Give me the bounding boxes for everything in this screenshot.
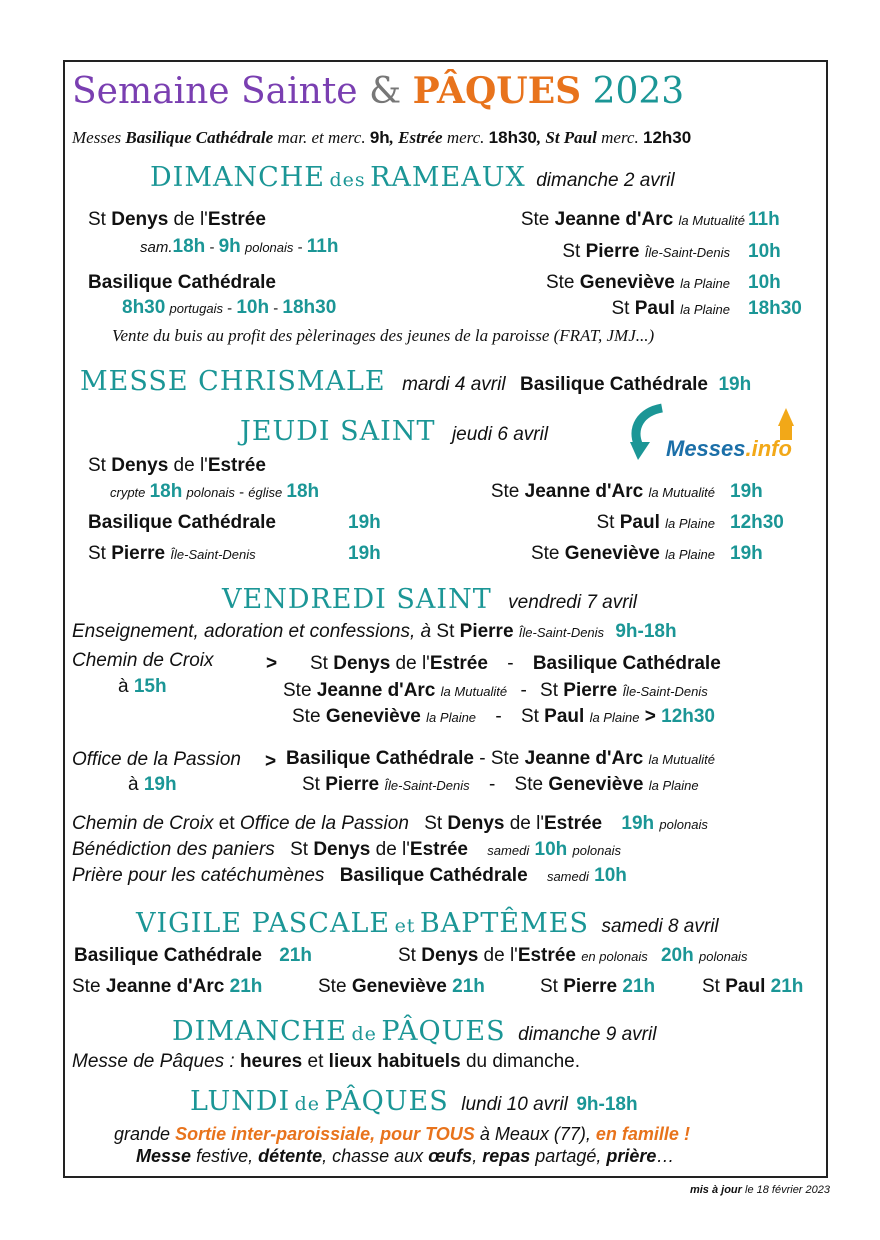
lundi-line2: Messe festive, détente, chasse aux œufs, repas partagé, prière… [136,1146,675,1166]
title-paques: PÂQUES [412,70,582,112]
title-ampersand: & [369,71,402,112]
rameaux-pierre-time: 10h [748,241,781,262]
jeudi-jeanne: Ste Jeanne d'Arc la Mutualité [490,481,715,502]
vigile-denys: St Denys de l'Estrée en polonais 20h polonais [398,945,748,966]
rameaux-paul-time: 18h30 [748,298,802,319]
rameaux-pierre: St Pierre Île-Saint-Denis [562,241,730,262]
rameaux-denys-times: sam.18h - 9h polonais - 11h [140,236,339,257]
office-arrow: > [265,751,277,772]
heading-vigile: VIGILE PASCALE et BAPTÊMES samedi 8 avril [136,908,719,939]
vendredi-line-chemin-office: Chemin de Croix et Office de la Passion St Denys de l'Estrée 19h polonais [72,813,708,834]
heading-paques: DIMANCHE de PÂQUES dimanche 9 avril [172,1016,657,1047]
heading-chrismale: MESSE CHRISMALE mardi 4 avril Basilique Cathédrale 19h [80,366,752,397]
chemin-arrow: > [266,653,278,674]
vigile-paul: St Paul 21h [702,976,804,997]
chemin-row3: Ste Geneviève la Plaine - St Paul la Plaine > 12h30 [292,706,715,727]
office-passion-label: Office de la Passion [72,749,241,770]
rameaux-basilique: Basilique Cathédrale [88,272,276,293]
rameaux-note: Vente du buis au profit des pèlerinages des jeunes de la paroisse (FRAT, JMJ...) [112,326,655,345]
vendredi-line-priere: Prière pour les catéchumènes Basilique Cathédrale samedi 10h [72,865,627,886]
jeudi-pierre-time: 19h [348,543,381,564]
office-row1: Basilique Cathédrale - Ste Jeanne d'Arc la Mutualité [286,748,715,769]
footer-update: mis à jour le 18 février 2023 [689,1184,830,1196]
rameaux-paul: St Paul la Plaine [611,298,730,319]
chemin-croix-time: à 15h [118,676,167,697]
heading-vendredi: VENDREDI SAINT vendredi 7 avril [222,584,638,615]
title-year: 2023 [592,71,685,112]
jeudi-denys-times: crypte 18h polonais - église 18h [110,481,320,502]
heading-lundi: LUNDI de PÂQUES lundi 10 avril 9h-18h [190,1086,638,1117]
vigile-genevieve: Ste Geneviève 21h [318,976,485,997]
chemin-croix-label: Chemin de Croix [72,650,214,671]
rameaux-genevieve: Ste Geneviève la Plaine [545,272,730,293]
subtitle-messes: Messes Basilique Cathédrale mar. et merc. 9h, Estrée merc. 18h30, St Paul merc. 12h30 [72,128,692,147]
office-row2: St Pierre Île-Saint-Denis - Ste Geneviève la Plaine [302,774,699,795]
vigile-row1: Basilique Cathédrale 21h [74,945,312,966]
vigile-pierre: St Pierre 21h [540,976,656,997]
heading-jeudi: JEUDI SAINT jeudi 6 avril [240,416,549,447]
jeudi-basilique-time: 19h [348,512,381,533]
jeudi-basilique: Basilique Cathédrale [88,512,276,533]
vigile-jeanne: Ste Jeanne d'Arc 21h [72,976,263,997]
rameaux-jeanne: Ste Jeanne d'Arc la Mutualité [520,209,745,230]
title-semaine-sainte: Semaine Sainte [72,71,358,112]
jeudi-paul: St Paul la Plaine [596,512,715,533]
paques-line: Messe de Pâques : heures et lieux habituels du dimanche. [72,1051,581,1072]
jeudi-genevieve: Ste Geneviève la Plaine [530,543,715,564]
jeudi-paul-time: 12h30 [730,512,784,533]
office-passion-time: à 19h [128,774,177,795]
rameaux-basilique-times: 8h30 portugais - 10h - 18h30 [122,297,337,318]
chemin-row2: Ste Jeanne d'Arc la Mutualité - St Pierre Île-Saint-Denis [283,680,708,701]
vendredi-line-benediction: Bénédiction des paniers St Denys de l'Estrée samedi 10h polonais [72,839,621,860]
messes-info-logo: Messes.info [626,402,822,468]
rameaux-genevieve-time: 10h [748,272,781,293]
vendredi-enseignement: Enseignement, adoration et confessions, à St Pierre Île-Saint-Denis 9h-18h [72,621,677,642]
lundi-line1: grande Sortie inter-paroissiale, pour TOUS à Meaux (77), en famille ! [114,1124,690,1144]
chemin-row1: St Denys de l'Estrée - Basilique Cathédrale [310,653,721,674]
jeudi-jeanne-time: 19h [730,481,763,502]
main-title [72,70,684,112]
heading-rameaux: DIMANCHE des RAMEAUX dimanche 2 avril [150,162,675,193]
jeudi-denys: St Denys de l'Estrée [88,455,266,476]
rameaux-jeanne-time: 11h [748,209,780,230]
jeudi-pierre: St Pierre Île-Saint-Denis [88,543,256,564]
rameaux-denys: St Denys de l'Estrée [88,209,266,230]
jeudi-genevieve-time: 19h [730,543,763,564]
